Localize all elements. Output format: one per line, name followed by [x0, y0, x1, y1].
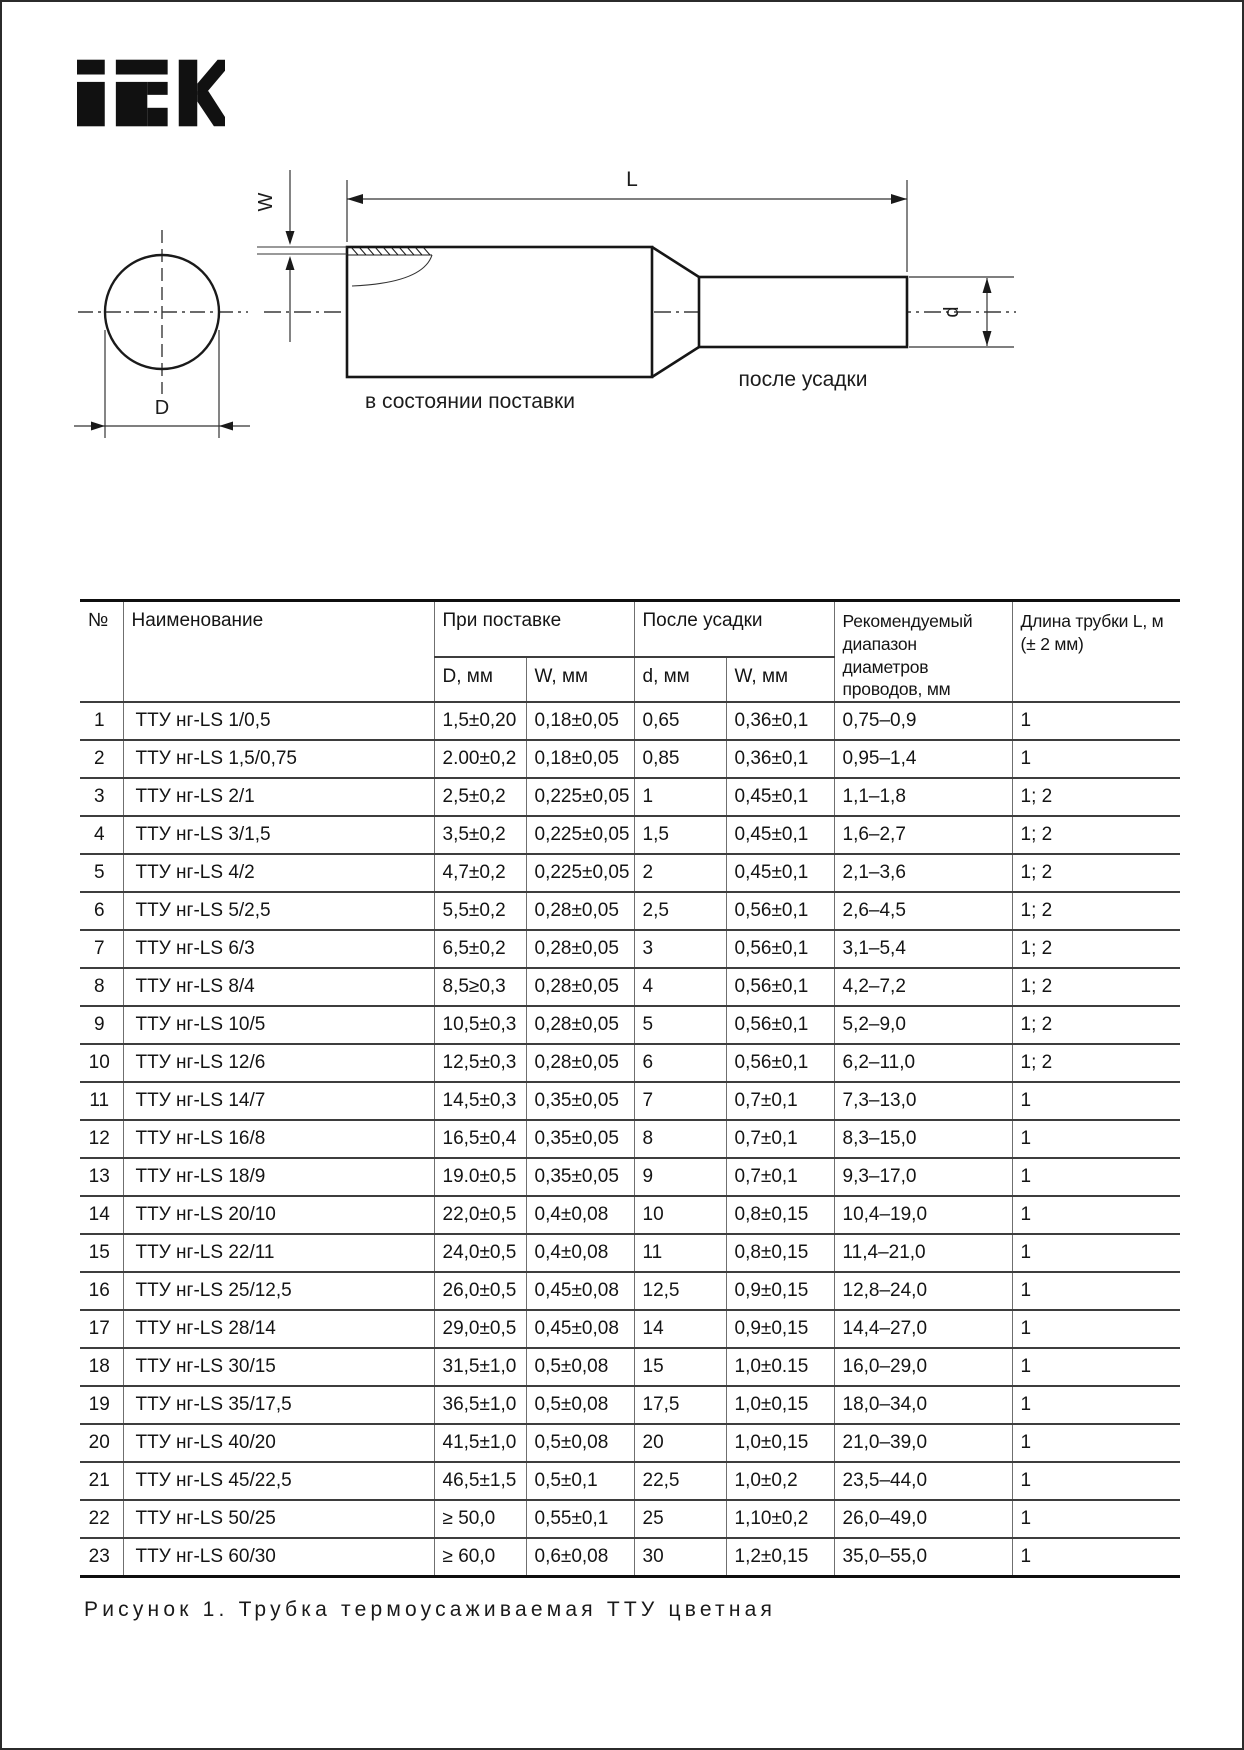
table-cell: 0,7±0,1 [726, 1158, 834, 1196]
table-cell: 2,6–4,5 [834, 892, 1012, 930]
iek-logo-glyphs [77, 60, 225, 127]
tube-shrunk-rect [699, 277, 907, 347]
table-cell: 4 [634, 968, 726, 1006]
table-cell: 18 [80, 1348, 123, 1386]
table-cell: 9 [80, 1006, 123, 1044]
col-header-after-d: d, мм [634, 657, 726, 702]
table-cell: 46,5±1,5 [434, 1462, 526, 1500]
table-cell: 29,0±0,5 [434, 1310, 526, 1348]
table-cell: 4 [80, 816, 123, 854]
label-W: W [255, 192, 277, 212]
table-cell: 4,7±0,2 [434, 854, 526, 892]
table-cell: 11 [80, 1082, 123, 1120]
table-cell: ТТУ нг-LS 18/9 [123, 1158, 434, 1196]
table-cell: 6 [80, 892, 123, 930]
table-cell: 5 [634, 1006, 726, 1044]
cone-top-line [652, 247, 699, 277]
table-cell: ТТУ нг-LS 4/2 [123, 854, 434, 892]
col-header-delivery-d: D, мм [434, 657, 526, 702]
table-row [80, 778, 1180, 816]
table-cell: 0,18±0,05 [526, 740, 634, 778]
table-cell: 4,2–7,2 [834, 968, 1012, 1006]
table-row [80, 930, 1180, 968]
table-cell: ТТУ нг-LS 10/5 [123, 1006, 434, 1044]
table-cell: 0,28±0,05 [526, 892, 634, 930]
table-cell: ТТУ нг-LS 28/14 [123, 1310, 434, 1348]
table-cell: 5,5±0,2 [434, 892, 526, 930]
label-after-shrink: после усадки [738, 368, 868, 391]
table-row [80, 1272, 1180, 1310]
col-header-delivery-group: При поставке [434, 601, 634, 657]
table-cell: 14,4–27,0 [834, 1310, 1012, 1348]
table-cell: 0,225±0,05 [526, 854, 634, 892]
table-cell: 0,9±0,15 [726, 1272, 834, 1310]
table-cell: 2.00±0,2 [434, 740, 526, 778]
table-cell: 5 [80, 854, 123, 892]
table-cell: 1 [1012, 1462, 1180, 1500]
table-cell: 0,8±0,15 [726, 1234, 834, 1272]
arrowhead-icon [891, 194, 907, 204]
spec-table-body [80, 702, 1180, 1576]
table-row [80, 1196, 1180, 1234]
table-cell: 26,0±0,5 [434, 1272, 526, 1310]
table-cell: 9 [634, 1158, 726, 1196]
col-header-length: Длина трубки L, м (± 2 мм) [1012, 601, 1180, 703]
table-cell: 7,3–13,0 [834, 1082, 1012, 1120]
table-cell: ТТУ нг-LS 60/30 [123, 1538, 434, 1576]
table-cell: ТТУ нг-LS 12/6 [123, 1044, 434, 1082]
table-cell: 16,0–29,0 [834, 1348, 1012, 1386]
table-row [80, 1120, 1180, 1158]
arrowhead-icon [983, 278, 992, 293]
table-cell: ТТУ нг-LS 14/7 [123, 1082, 434, 1120]
table-cell: 9,3–17,0 [834, 1158, 1012, 1196]
table-cell: 23,5–44,0 [834, 1462, 1012, 1500]
table-cell: ТТУ нг-LS 16/8 [123, 1120, 434, 1158]
table-cell: 1,10±0,2 [726, 1500, 834, 1538]
table-cell: 0,18±0,05 [526, 702, 634, 740]
table-cell: 22 [80, 1500, 123, 1538]
table-header-row-1 [80, 601, 1180, 657]
table-cell: 1 [1012, 1234, 1180, 1272]
label-L: L [626, 168, 638, 191]
table-cell: 0,6±0,08 [526, 1538, 634, 1576]
table-cell: 0,56±0,1 [726, 968, 834, 1006]
table-cell: 10 [634, 1196, 726, 1234]
table-cell: 0,5±0,08 [526, 1424, 634, 1462]
table-row [80, 1006, 1180, 1044]
arrowhead-icon [983, 331, 992, 346]
table-row [80, 892, 1180, 930]
table-cell: 0,7±0,1 [726, 1120, 834, 1158]
table-cell: 1 [1012, 1310, 1180, 1348]
table-cell: 1; 2 [1012, 968, 1180, 1006]
table-cell: 24,0±0,5 [434, 1234, 526, 1272]
table-cell: 1,5±0,20 [434, 702, 526, 740]
table-cell: 0,85 [634, 740, 726, 778]
table-cell: 1 [1012, 1348, 1180, 1386]
table-cell: 12 [80, 1120, 123, 1158]
table-cell: 0,45±0,1 [726, 778, 834, 816]
table-cell: 1; 2 [1012, 778, 1180, 816]
table-cell: 0,5±0,08 [526, 1386, 634, 1424]
table-cell: 5,2–9,0 [834, 1006, 1012, 1044]
table-cell: 17,5 [634, 1386, 726, 1424]
table-row [80, 1348, 1180, 1386]
table-cell: 13 [80, 1158, 123, 1196]
table-row [80, 702, 1180, 740]
table-cell: ≥ 60,0 [434, 1538, 526, 1576]
table-cell: 1 [1012, 1424, 1180, 1462]
figure-caption: Рисунок 1. Трубка термоусаживаемая ТТУ цветная [84, 1598, 777, 1621]
table-cell: 35,0–55,0 [834, 1538, 1012, 1576]
table-cell: 3,1–5,4 [834, 930, 1012, 968]
label-d: d [941, 306, 963, 318]
table-cell: 10 [80, 1044, 123, 1082]
table-cell: 0,225±0,05 [526, 778, 634, 816]
table-cell: 12,5±0,3 [434, 1044, 526, 1082]
table-row [80, 1044, 1180, 1082]
table-cell: 23 [80, 1538, 123, 1576]
table-cell: 0,28±0,05 [526, 1044, 634, 1082]
table-cell: 0,56±0,1 [726, 892, 834, 930]
table-cell: ТТУ нг-LS 50/25 [123, 1500, 434, 1538]
col-header-delivery-w: W, мм [526, 657, 634, 702]
table-cell: 2,5 [634, 892, 726, 930]
table-cell: 8,3–15,0 [834, 1120, 1012, 1158]
table-cell: 1,0±0,2 [726, 1462, 834, 1500]
tube-delivery-rect [347, 247, 652, 377]
table-cell: 0,9±0,15 [726, 1310, 834, 1348]
table-cell: 1,1–1,8 [834, 778, 1012, 816]
table-cell: 1,6–2,7 [834, 816, 1012, 854]
table-cell: ТТУ нг-LS 8/4 [123, 968, 434, 1006]
table-row [80, 1386, 1180, 1424]
table-cell: 1; 2 [1012, 1006, 1180, 1044]
table-cell: 11 [634, 1234, 726, 1272]
table-cell: ТТУ нг-LS 2/1 [123, 778, 434, 816]
table-cell: 0,36±0,1 [726, 740, 834, 778]
table-cell: 18,0–34,0 [834, 1386, 1012, 1424]
table-cell: 1; 2 [1012, 1044, 1180, 1082]
table-row [80, 740, 1180, 778]
table-cell: 16,5±0,4 [434, 1120, 526, 1158]
table-cell: 7 [80, 930, 123, 968]
table-cell: 0,45±0,1 [726, 816, 834, 854]
table-cell: 1; 2 [1012, 816, 1180, 854]
table-cell: ТТУ нг-LS 45/22,5 [123, 1462, 434, 1500]
table-cell: 0,75–0,9 [834, 702, 1012, 740]
arrowhead-icon [347, 194, 363, 204]
table-cell: 0,28±0,05 [526, 968, 634, 1006]
table-cell: 10,4–19,0 [834, 1196, 1012, 1234]
table-row [80, 1234, 1180, 1272]
table-cell: ТТУ нг-LS 20/10 [123, 1196, 434, 1234]
arrowhead-icon [286, 256, 295, 270]
table-cell: 3 [80, 778, 123, 816]
table-cell: 0,45±0,08 [526, 1310, 634, 1348]
table-cell: 1 [1012, 1120, 1180, 1158]
table-cell: 1 [1012, 1500, 1180, 1538]
table-cell: 1,2±0,15 [726, 1538, 834, 1576]
table-cell: 1; 2 [1012, 892, 1180, 930]
table-cell: ТТУ нг-LS 35/17,5 [123, 1386, 434, 1424]
table-cell: 1; 2 [1012, 930, 1180, 968]
col-header-name: Наименование [123, 601, 434, 703]
table-cell: 0,56±0,1 [726, 1006, 834, 1044]
table-cell: 0,56±0,1 [726, 1044, 834, 1082]
table-cell: 0,4±0,08 [526, 1234, 634, 1272]
table-cell: 12,8–24,0 [834, 1272, 1012, 1310]
table-cell: 0,7±0,1 [726, 1082, 834, 1120]
label-delivery-state: в состоянии поставки [365, 390, 575, 413]
table-cell: 6 [634, 1044, 726, 1082]
table-row [80, 968, 1180, 1006]
table-cell: 1 [1012, 1386, 1180, 1424]
table-cell: 41,5±1,0 [434, 1424, 526, 1462]
table-cell: 1 [1012, 702, 1180, 740]
table-cell: 1,5 [634, 816, 726, 854]
table-cell: 1,0±0,15 [726, 1424, 834, 1462]
spec-table [80, 599, 1180, 1578]
table-cell: 31,5±1,0 [434, 1348, 526, 1386]
table-cell: 1 [1012, 1272, 1180, 1310]
table-cell: 22,0±0,5 [434, 1196, 526, 1234]
table-cell: ТТУ нг-LS 22/11 [123, 1234, 434, 1272]
table-cell: 0,5±0,1 [526, 1462, 634, 1500]
table-cell: ТТУ нг-LS 25/12,5 [123, 1272, 434, 1310]
table-cell: ТТУ нг-LS 3/1,5 [123, 816, 434, 854]
arrowhead-icon [219, 422, 233, 431]
table-cell: 30 [634, 1538, 726, 1576]
table-cell: 0,28±0,05 [526, 1006, 634, 1044]
table-cell: 8,5≥0,3 [434, 968, 526, 1006]
iek-logo [77, 54, 225, 132]
arrowhead-icon [91, 422, 105, 431]
table-cell: 1,0±0,15 [726, 1386, 834, 1424]
arrowhead-icon [286, 231, 295, 245]
table-cell: ТТУ нг-LS 30/15 [123, 1348, 434, 1386]
table-row [80, 1424, 1180, 1462]
table-row [80, 854, 1180, 892]
table-cell: ≥ 50,0 [434, 1500, 526, 1538]
table-row [80, 1538, 1180, 1576]
table-cell: 0,95–1,4 [834, 740, 1012, 778]
table-cell: 1; 2 [1012, 854, 1180, 892]
cone-bottom-line [652, 347, 699, 377]
table-cell: 8 [80, 968, 123, 1006]
table-cell: 10,5±0,3 [434, 1006, 526, 1044]
table-cell: ТТУ нг-LS 1/0,5 [123, 702, 434, 740]
table-cell: 22,5 [634, 1462, 726, 1500]
table-cell: 15 [634, 1348, 726, 1386]
table-row [80, 1082, 1180, 1120]
table-cell: 21 [80, 1462, 123, 1500]
table-cell: ТТУ нг-LS 5/2,5 [123, 892, 434, 930]
table-cell: 0,55±0,1 [526, 1500, 634, 1538]
table-cell: 20 [80, 1424, 123, 1462]
col-header-after-w: W, мм [726, 657, 834, 702]
table-cell: 0,45±0,1 [726, 854, 834, 892]
table-cell: 2,1–3,6 [834, 854, 1012, 892]
tube-dimension-drawing [2, 142, 1244, 487]
table-cell: 19 [80, 1386, 123, 1424]
table-cell: 36,5±1,0 [434, 1386, 526, 1424]
table-cell: 1 [1012, 740, 1180, 778]
table-row [80, 1500, 1180, 1538]
table-cell: 14,5±0,3 [434, 1082, 526, 1120]
table-cell: 2 [80, 740, 123, 778]
table-cell: 11,4–21,0 [834, 1234, 1012, 1272]
table-cell: 0,56±0,1 [726, 930, 834, 968]
table-cell: 6,5±0,2 [434, 930, 526, 968]
table-cell: 12,5 [634, 1272, 726, 1310]
table-cell: ТТУ нг-LS 6/3 [123, 930, 434, 968]
table-cell: 1 [1012, 1196, 1180, 1234]
table-cell: 0,8±0,15 [726, 1196, 834, 1234]
table-cell: 3 [634, 930, 726, 968]
table-cell: 6,2–11,0 [834, 1044, 1012, 1082]
table-row [80, 1158, 1180, 1196]
table-cell: 2 [634, 854, 726, 892]
label-D: D [154, 397, 170, 419]
table-cell: 1 [1012, 1538, 1180, 1576]
table-cell: 7 [634, 1082, 726, 1120]
table-cell: 0,35±0,05 [526, 1082, 634, 1120]
spec-table-wrap [80, 599, 1180, 1578]
table-cell: 0,45±0,08 [526, 1272, 634, 1310]
table-cell: 14 [80, 1196, 123, 1234]
table-cell: 15 [80, 1234, 123, 1272]
table-row [80, 1310, 1180, 1348]
col-header-range: Рекомендуемый диапазон диаметров проводов, мм [834, 601, 1012, 703]
col-header-num: № [80, 601, 123, 703]
table-cell: 1 [1012, 1158, 1180, 1196]
table-cell: 14 [634, 1310, 726, 1348]
table-cell: 17 [80, 1310, 123, 1348]
table-cell: 0,36±0,1 [726, 702, 834, 740]
table-cell: ТТУ нг-LS 40/20 [123, 1424, 434, 1462]
table-cell: 3,5±0,2 [434, 816, 526, 854]
table-cell: 0,35±0,05 [526, 1158, 634, 1196]
table-cell: 19.0±0,5 [434, 1158, 526, 1196]
table-cell: 20 [634, 1424, 726, 1462]
table-cell: 1,0±0.15 [726, 1348, 834, 1386]
table-cell: 2,5±0,2 [434, 778, 526, 816]
table-row [80, 816, 1180, 854]
table-cell: 1 [80, 702, 123, 740]
table-cell: 25 [634, 1500, 726, 1538]
table-cell: 0,4±0,08 [526, 1196, 634, 1234]
table-cell: ТТУ нг-LS 1,5/0,75 [123, 740, 434, 778]
table-cell: 0,35±0,05 [526, 1120, 634, 1158]
col-header-after-group: После усадки [634, 601, 834, 657]
table-cell: 26,0–49,0 [834, 1500, 1012, 1538]
table-cell: 0,225±0,05 [526, 816, 634, 854]
table-cell: 0,5±0,08 [526, 1348, 634, 1386]
table-cell: 21,0–39,0 [834, 1424, 1012, 1462]
table-cell: 0,28±0,05 [526, 930, 634, 968]
table-cell: 8 [634, 1120, 726, 1158]
table-cell: 16 [80, 1272, 123, 1310]
table-cell: 1 [1012, 1082, 1180, 1120]
table-row [80, 1462, 1180, 1500]
table-cell: 1 [634, 778, 726, 816]
table-cell: 0,65 [634, 702, 726, 740]
